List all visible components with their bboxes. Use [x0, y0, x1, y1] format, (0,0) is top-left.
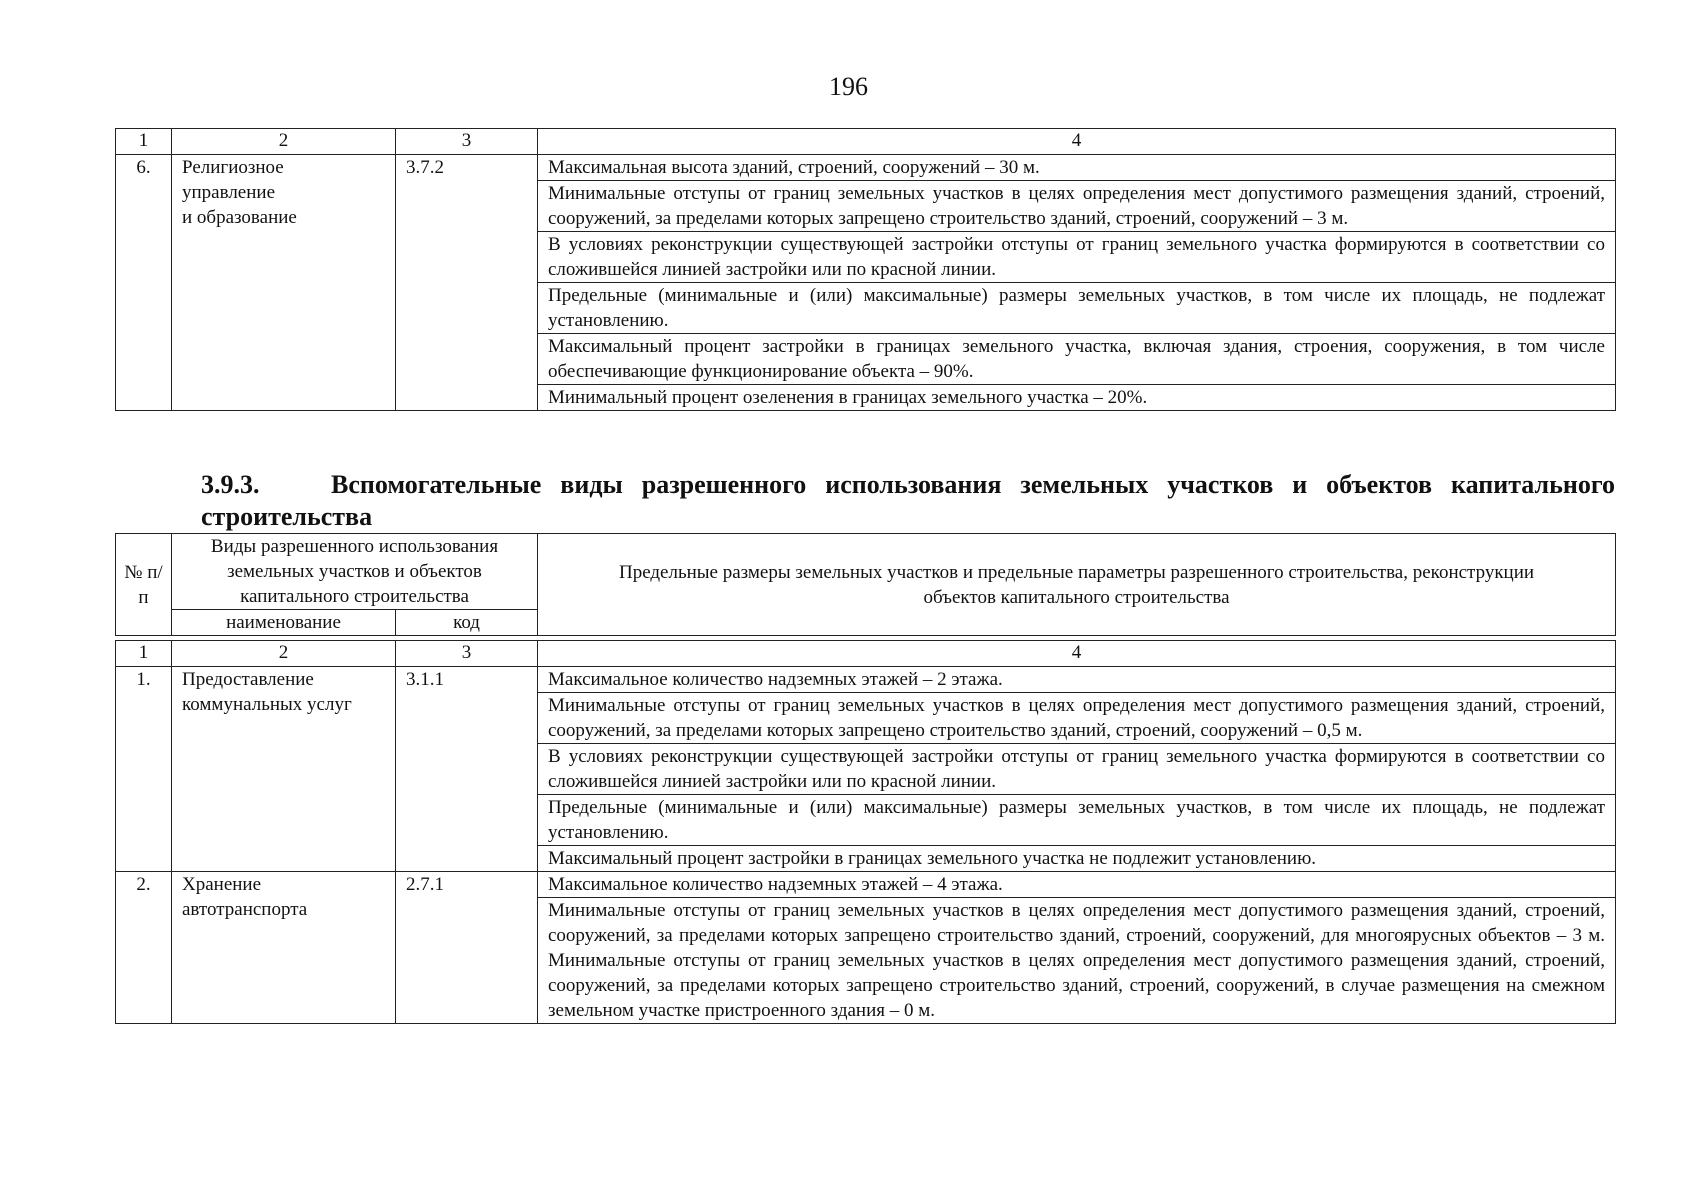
header-kinds: Виды разрешенного использования земельных участков и объектов капитального строительства: [172, 534, 538, 610]
column-number-row: [116, 129, 1616, 155]
use-code: 3.7.2: [396, 155, 538, 411]
parameter-cell: Максимальный процент застройки в границах земельного участка, включая здания, строения, сооружения, в том числе обеспечивающие функционирование объекта – 90%.: [538, 334, 1616, 385]
use-code: 3.1.1: [396, 667, 538, 872]
use-code: 2.7.1: [396, 872, 538, 1024]
section-number: 3.9.3.: [201, 470, 260, 499]
header-name: наименование: [172, 610, 396, 636]
column-number: 3: [396, 129, 538, 155]
parameter-cell: Максимальное количество надземных этажей – 2 этажа.: [538, 667, 1616, 693]
use-name: Религиозное управление и образование: [172, 155, 396, 411]
parameter-cell: Минимальные отступы от границ земельных участков в целях определения мест допустимого размещения зданий, строений, сооружений, за пределами которых запрещено строительство зданий, строений, сооружений – 3 м.: [538, 181, 1616, 232]
column-number-row: [116, 641, 1616, 667]
table-row: [116, 155, 1616, 181]
table-row: [116, 667, 1616, 693]
row-number: 1.: [116, 667, 172, 872]
header-table: [115, 533, 1616, 636]
parameter-cell: Максимальное количество надземных этажей – 4 этажа.: [538, 872, 1616, 898]
row-number: 2.: [116, 872, 172, 1024]
table-row: [116, 872, 1616, 898]
column-number: 3: [396, 641, 538, 667]
bottom-table: [115, 640, 1616, 1024]
header-code: код: [396, 610, 538, 636]
top-table: [115, 128, 1616, 411]
parameter-cell: Минимальный процент озеленения в границах земельного участка – 20%.: [538, 385, 1616, 411]
header-row: [116, 534, 1616, 610]
column-number: 1: [116, 129, 172, 155]
column-number: 4: [538, 641, 1616, 667]
parameter-cell: Максимальный процент застройки в границах земельного участка не подлежит установлению.: [538, 846, 1616, 872]
column-number: 2: [172, 129, 396, 155]
column-number: 2: [172, 641, 396, 667]
header-row-number: № п/п: [116, 534, 172, 636]
column-number: 1: [116, 641, 172, 667]
parameter-cell: Минимальные отступы от границ земельных участков в целях определения мест допустимого размещения зданий, строений, сооружений, за пределами которых запрещено строительство зданий, строений, сооружений, для многоярусных объектов – 3 м. Минимальные отступы от границ земельных участков в целях определения мест допустимого размещения зданий, строений, сооружений, за пределами которых запрещено строительство зданий, строений, сооружений, в случае размещения на смежном земельном участке пристроенного здания – 0 м.: [538, 898, 1616, 1024]
row-number: 6.: [116, 155, 172, 411]
parameter-cell: Максимальная высота зданий, строений, сооружений – 30 м.: [538, 155, 1616, 181]
section-title: Вспомогательные виды разрешенного использования земельных участков и объектов капитального строительства: [201, 470, 1615, 531]
parameter-cell: Предельные (минимальные и (или) максимальные) размеры земельных участков, в том числе их площадь, не подлежат установлению.: [538, 795, 1616, 846]
use-name: Хранение автотранспорта: [172, 872, 396, 1024]
column-number: 4: [538, 129, 1616, 155]
section-heading: [201, 469, 1615, 533]
parameter-cell: Минимальные отступы от границ земельных участков в целях определения мест допустимого размещения зданий, строений, сооружений, за пределами которых запрещено строительство зданий, строений, сооружений – 0,5 м.: [538, 693, 1616, 744]
parameter-cell: В условиях реконструкции существующей застройки отступы от границ земельного участка формируются в соответствии со сложившейся линией застройки или по красной линии.: [538, 232, 1616, 283]
parameter-cell: В условиях реконструкции существующей застройки отступы от границ земельного участка формируются в соответствии со сложившейся линией застройки или по красной линии.: [538, 744, 1616, 795]
use-name: Предоставление коммунальных услуг: [172, 667, 396, 872]
page-number: 196: [829, 72, 868, 101]
header-parameters: Предельные размеры земельных участков и предельные параметры разрешенного строительства, реконструкции объектов капитального строительства: [538, 534, 1616, 636]
parameter-cell: Предельные (минимальные и (или) максимальные) размеры земельных участков, в том числе их площадь, не подлежат установлению.: [538, 283, 1616, 334]
